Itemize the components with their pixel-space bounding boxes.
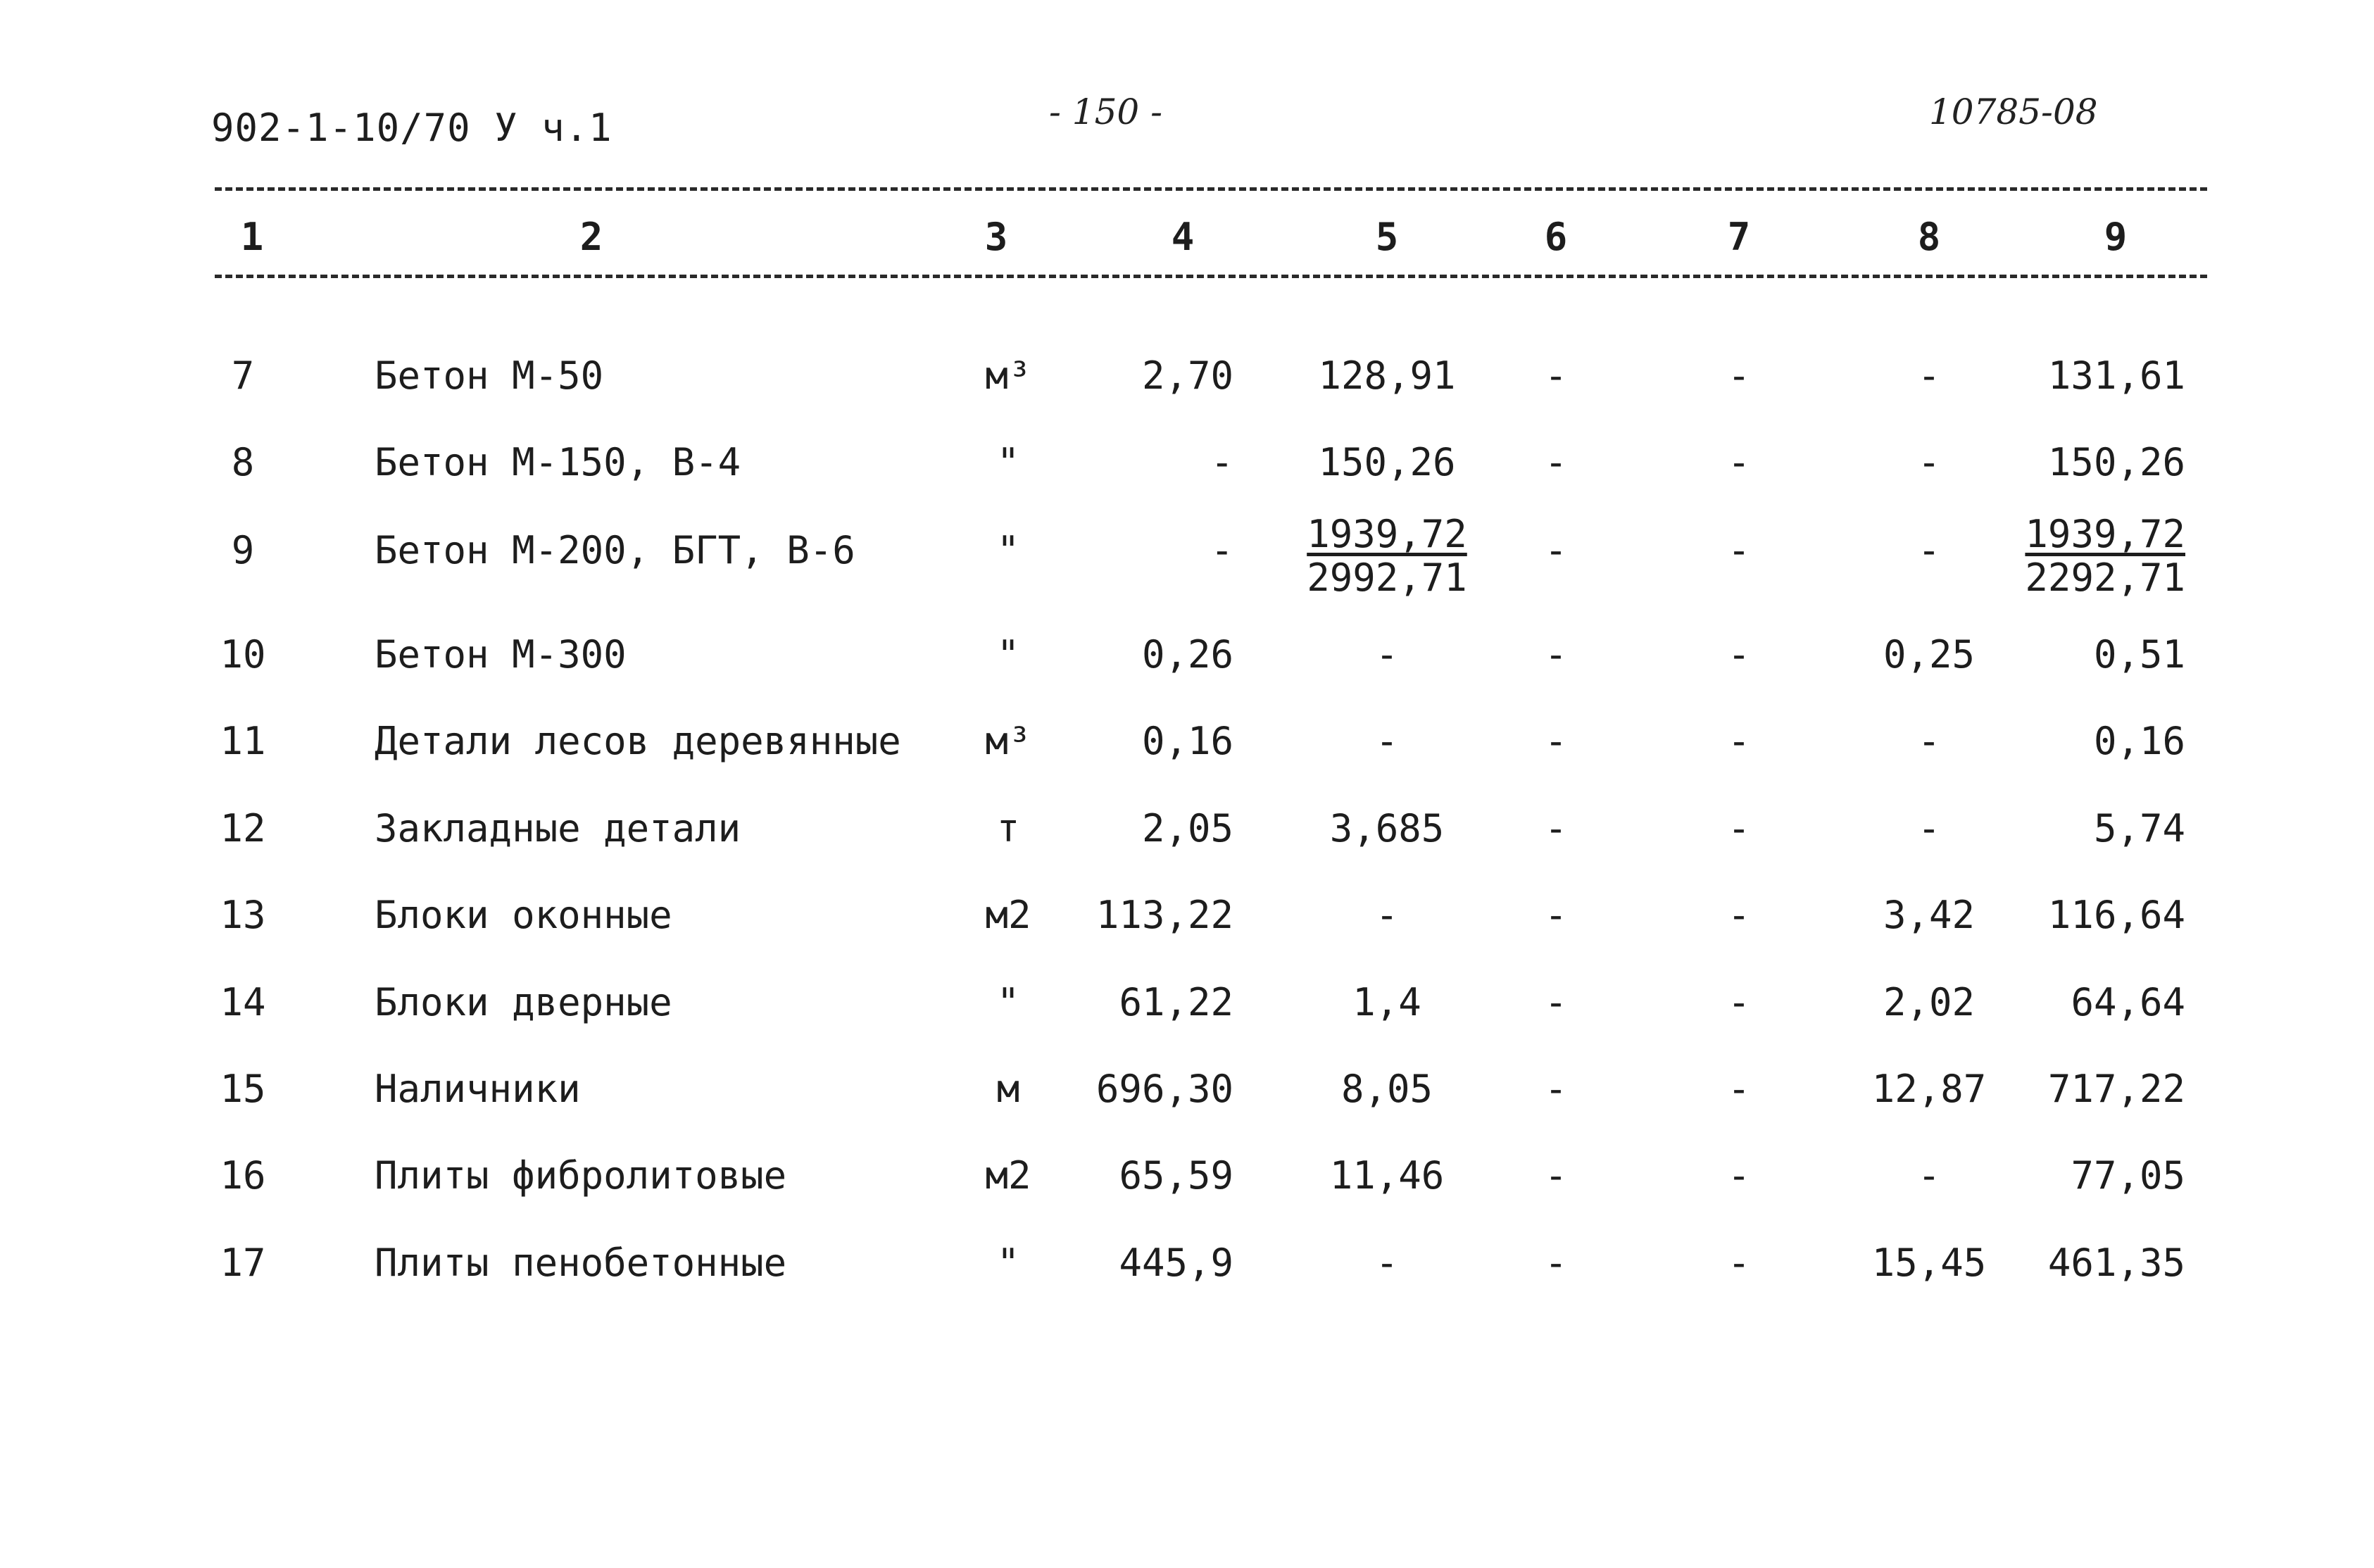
column-4-value: 65,59 (1119, 1153, 1233, 1198)
column-7-value: - (1727, 1067, 1751, 1111)
row-number: 10 (220, 632, 266, 677)
column-5-value: 11,46 (1329, 1153, 1445, 1198)
column-4-value: 2,70 (1141, 353, 1233, 398)
column-number-9: 9 (2104, 215, 2128, 259)
column-6-value: - (1544, 719, 1568, 763)
column-7-value: - (1727, 353, 1751, 398)
column-9-total: 0,16 (2093, 719, 2185, 763)
column-8-value: - (1917, 528, 1941, 572)
column-9-total: 717,22 (2047, 1067, 2185, 1111)
row-number: 17 (220, 1241, 266, 1285)
column-4-value: 696,30 (1095, 1067, 1233, 1111)
table-header-rule (215, 275, 2207, 278)
column-8-value: 3,42 (1883, 893, 1976, 937)
column-number-1: 1 (240, 215, 264, 259)
unit: м (996, 1067, 1020, 1111)
column-6-value: - (1544, 528, 1568, 572)
row-number: 12 (220, 806, 266, 851)
column-5-value-top: 1939,72 (1307, 512, 1467, 556)
unit: м³ (985, 719, 1031, 763)
column-9-total: 5,74 (2093, 806, 2185, 851)
column-9-total: 131,61 (2047, 353, 2185, 398)
column-5-value: 128,91 (1318, 353, 1456, 398)
column-5-value: 1,4 (1352, 980, 1421, 1024)
column-6-value: - (1544, 893, 1568, 937)
column-6-value: - (1544, 1067, 1568, 1111)
column-6-value: - (1544, 1153, 1568, 1198)
table-top-rule (215, 187, 2207, 191)
page-number: - 150 - (1049, 92, 1163, 132)
row-number: 14 (220, 980, 266, 1024)
item-name: Плиты пенобетонные (375, 1241, 787, 1285)
column-6-value: - (1544, 353, 1568, 398)
row-number: 8 (231, 440, 255, 484)
column-9-total: 150,26 (2047, 440, 2185, 484)
column-8-value: 15,45 (1871, 1241, 1987, 1285)
item-name: Бетон М-50 (375, 353, 604, 398)
unit: м³ (985, 353, 1031, 398)
row-number: 9 (231, 528, 255, 572)
column-6-value: - (1544, 1241, 1568, 1285)
item-name: Наличники (375, 1067, 581, 1111)
column-5-value: - (1375, 632, 1399, 677)
unit: " (996, 980, 1020, 1024)
column-number-2: 2 (579, 215, 603, 259)
column-9-total-top: 1939,72 (2025, 512, 2185, 556)
column-5-value-bottom: 2992,71 (1307, 556, 1467, 600)
column-8-value: - (1917, 806, 1941, 851)
document-code: 902-1-10/70 У ч.1 (211, 106, 613, 150)
column-4-value: 61,22 (1119, 980, 1233, 1024)
column-5-value: - (1375, 719, 1399, 763)
column-8-value: 0,25 (1883, 632, 1976, 677)
column-6-value: - (1544, 806, 1568, 851)
item-name: Детали лесов деревянные (375, 719, 901, 763)
column-5-value: 8,05 (1340, 1067, 1433, 1111)
item-name: Бетон М-300 (375, 632, 627, 677)
row-number: 11 (220, 719, 266, 763)
column-7-value: - (1727, 806, 1751, 851)
column-7-value: - (1727, 719, 1751, 763)
item-name: Бетон М-200, БГТ, В-6 (375, 528, 855, 572)
item-name: Закладные детали (375, 806, 741, 851)
column-9-total-bottom: 2292,71 (2025, 556, 2185, 600)
item-name: Плиты фибролитовые (375, 1153, 787, 1198)
column-4-value: 0,26 (1141, 632, 1233, 677)
unit: " (996, 1241, 1020, 1285)
column-7-value: - (1727, 1153, 1751, 1198)
item-name: Блоки дверные (375, 980, 672, 1024)
row-number: 7 (231, 353, 255, 398)
column-6-value: - (1544, 980, 1568, 1024)
column-7-value: - (1727, 632, 1751, 677)
unit: м2 (985, 1153, 1031, 1198)
archive-number: 10785-08 (1929, 92, 2098, 132)
column-9-total: 77,05 (2071, 1153, 2185, 1198)
unit: " (996, 528, 1020, 572)
column-4-value: 113,22 (1095, 893, 1233, 937)
row-number: 16 (220, 1153, 266, 1198)
column-9-total: 461,35 (2047, 1241, 2185, 1285)
column-9-total (2025, 513, 2185, 600)
unit: м2 (985, 893, 1031, 937)
column-5-value: - (1375, 1241, 1399, 1285)
item-name: Блоки оконные (375, 893, 672, 937)
column-4-value: 2,05 (1141, 806, 1233, 851)
column-6-value: - (1544, 632, 1568, 677)
column-number-5: 5 (1375, 215, 1399, 259)
column-number-4: 4 (1171, 215, 1195, 259)
column-8-value: 2,02 (1883, 980, 1976, 1024)
column-6-value: - (1544, 440, 1568, 484)
column-9-total: 64,64 (2071, 980, 2185, 1024)
column-4-value: - (1210, 440, 1233, 484)
column-5-value (1253, 513, 1521, 600)
column-5-value: - (1375, 893, 1399, 937)
column-8-value: - (1917, 719, 1941, 763)
item-name: Бетон М-150, В-4 (375, 440, 741, 484)
column-7-value: - (1727, 440, 1751, 484)
unit: " (996, 440, 1020, 484)
column-7-value: - (1727, 528, 1751, 572)
column-8-value: - (1917, 440, 1941, 484)
column-7-value: - (1727, 980, 1751, 1024)
unit: т (996, 806, 1020, 851)
column-8-value: 12,87 (1871, 1067, 1987, 1111)
column-number-6: 6 (1544, 215, 1568, 259)
column-number-7: 7 (1727, 215, 1751, 259)
column-9-total: 0,51 (2093, 632, 2185, 677)
row-number: 15 (220, 1067, 266, 1111)
column-7-value: - (1727, 1241, 1751, 1285)
column-8-value: - (1917, 353, 1941, 398)
unit: " (996, 632, 1020, 677)
column-8-value: - (1917, 1153, 1941, 1198)
column-9-total: 116,64 (2047, 893, 2185, 937)
row-number: 13 (220, 893, 266, 937)
column-4-value: 0,16 (1141, 719, 1233, 763)
column-5-value: 150,26 (1318, 440, 1456, 484)
column-4-value: - (1210, 528, 1233, 572)
column-4-value: 445,9 (1119, 1241, 1233, 1285)
column-number-3: 3 (984, 215, 1008, 259)
column-7-value: - (1727, 893, 1751, 937)
column-number-8: 8 (1917, 215, 1941, 259)
column-5-value: 3,685 (1329, 806, 1445, 851)
